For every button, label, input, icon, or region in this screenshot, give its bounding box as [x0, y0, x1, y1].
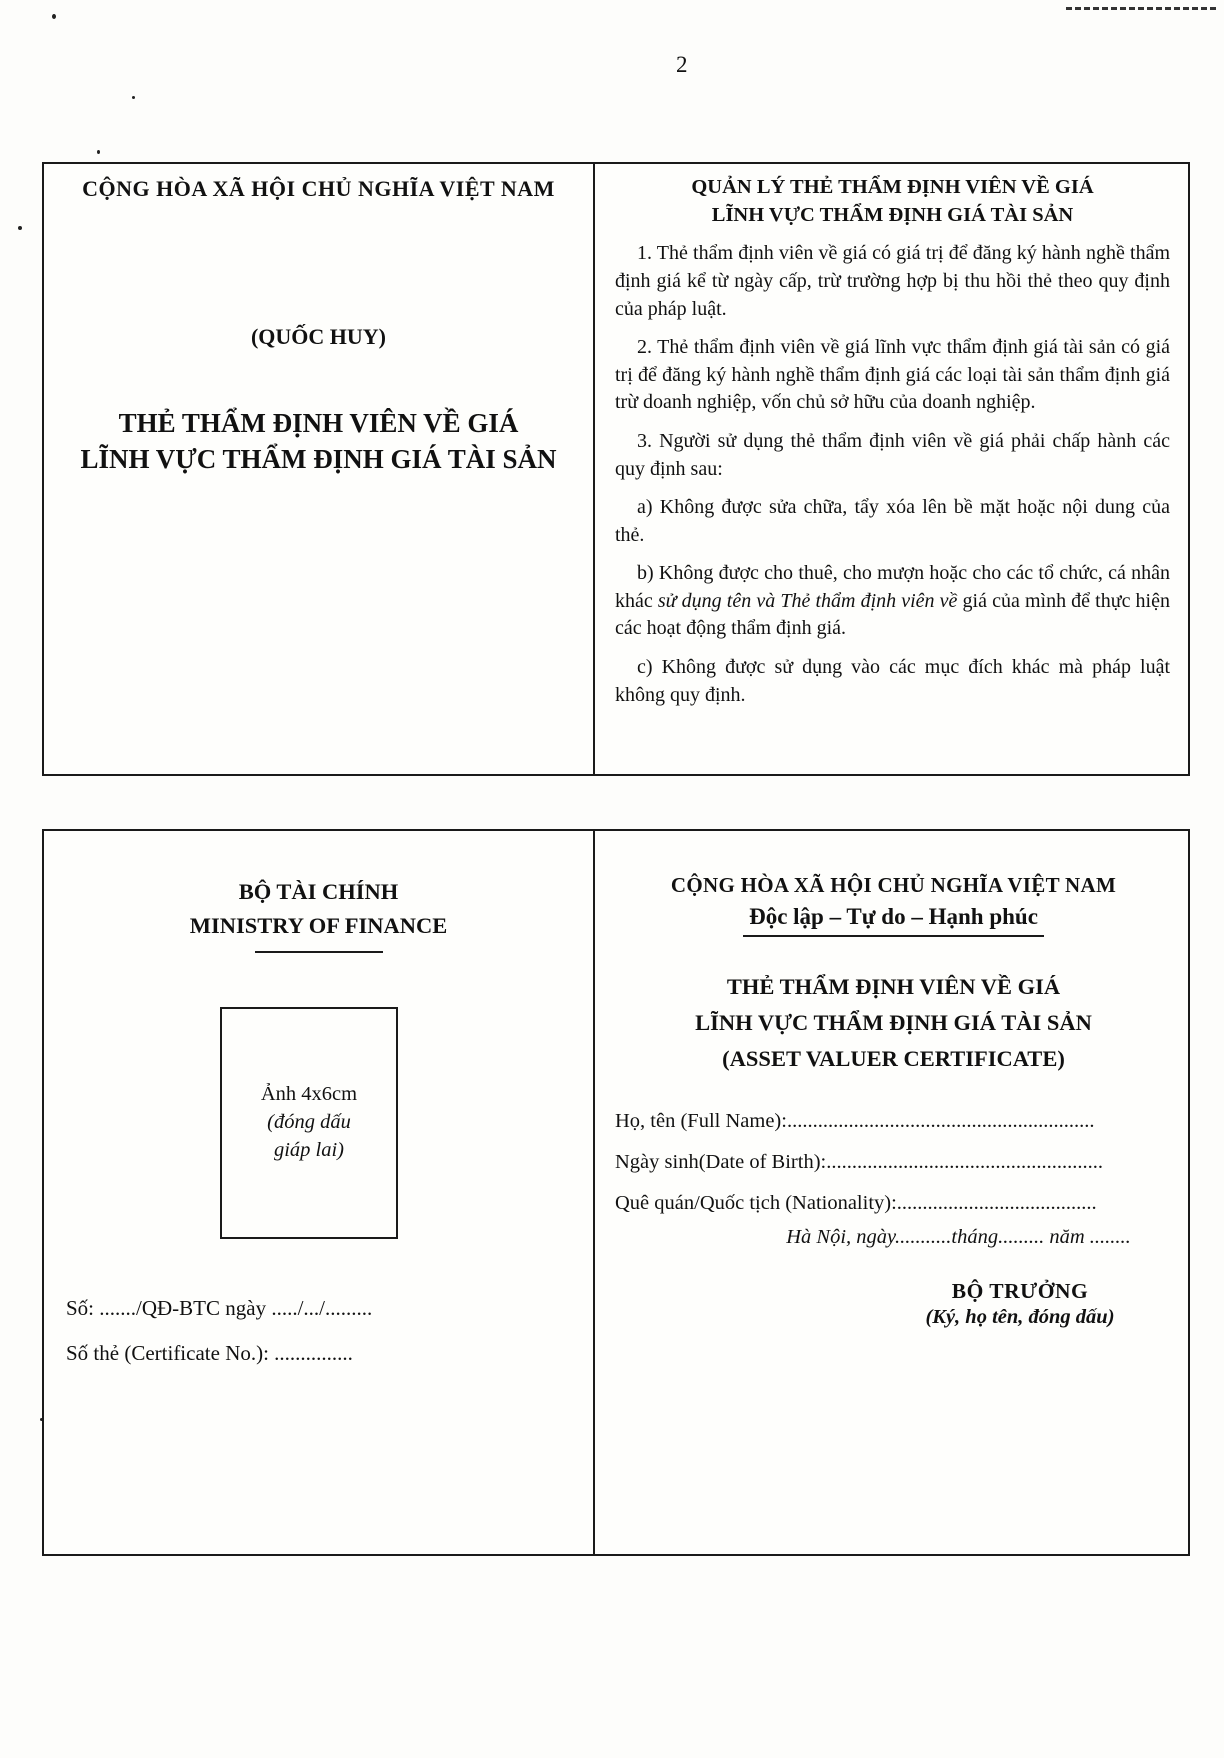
full-name-line: Họ, tên (Full Name):............................................................	[615, 1110, 1095, 1132]
header-rule	[255, 951, 383, 953]
issue-date-line: Hà Nội, ngày...........tháng......... năm ........	[786, 1226, 1131, 1248]
scan-speckle	[132, 96, 135, 99]
rule-item-c: c) Không được sử dụng vào các mục đích khác mà pháp luật không quy định.	[615, 656, 1170, 706]
back-right-cell	[595, 164, 1188, 774]
certificate-back-panel	[42, 162, 1190, 776]
national-emblem-placeholder: (QUỐC HUY)	[250, 324, 387, 349]
front-left-cell	[44, 831, 595, 1554]
country-title-front: CỘNG HÒA XÃ HỘI CHỦ NGHĨA VIỆT NAM	[670, 873, 1117, 897]
management-heading-line1: QUẢN LÝ THẺ THẨM ĐỊNH VIÊN VỀ GIÁ	[691, 176, 1094, 198]
numbers-block	[66, 1286, 566, 1376]
front-title-line2: LĨNH VỰC THẨM ĐỊNH GIÁ TÀI SẢN	[695, 1010, 1092, 1035]
decision-number-line: Số: ......./QĐ-BTC ngày ...../.../.........	[66, 1296, 373, 1320]
national-motto: Độc lập – Tự do – Hạnh phúc	[743, 904, 1044, 937]
scan-speckle	[18, 226, 22, 230]
rule-item-b	[615, 560, 1170, 643]
rule-item-1: 1. Thẻ thẩm định viên về giá có giá trị để đăng ký hành nghề thẩm định giá kể từ ngày cấp, trừ trường hợp bị thu hồi thẻ theo quy định của pháp luật.	[615, 242, 1170, 320]
scan-speckle	[52, 14, 56, 19]
front-title-line1: THẺ THẨM ĐỊNH VIÊN VỀ GIÁ	[726, 974, 1061, 999]
front-title-line3: (ASSET VALUER CERTIFICATE)	[722, 1046, 1065, 1071]
signer-title: BỘ TRƯỞNG	[951, 1279, 1089, 1303]
date-of-birth-line: Ngày sinh(Date of Birth):......................................................	[615, 1151, 1103, 1173]
country-title: CỘNG HÒA XÃ HỘI CHỦ NGHĨA VIỆT NAM	[82, 176, 555, 201]
photo-box	[220, 1007, 398, 1239]
holder-info-form	[615, 1101, 1172, 1224]
scan-artifact-dashes	[1066, 7, 1216, 10]
certificate-title	[44, 406, 593, 477]
rule-item-b-italic-text: sử dụng tên và Thẻ thẩm định viên về	[657, 589, 958, 612]
ministry-name-vi: BỘ TÀI CHÍNH	[238, 879, 399, 904]
signer-instruction: (Ký, họ tên, đóng dấu)	[925, 1306, 1115, 1328]
certificate-number-line: Số thẻ (Certificate No.): ...............	[66, 1341, 353, 1366]
management-heading	[615, 174, 1170, 229]
certificate-title-line2: LĨNH VỰC THẨM ĐỊNH GIÁ TÀI SẢN	[80, 443, 557, 474]
certificate-front-panel	[42, 829, 1190, 1556]
ministry-name-en: MINISTRY OF FINANCE	[189, 912, 448, 938]
scan-speckle	[97, 150, 100, 154]
front-right-cell	[595, 831, 1188, 1554]
certificate-title-line1: THẺ THẨM ĐỊNH VIÊN VỀ GIÁ	[118, 408, 519, 438]
management-heading-line2: LĨNH VỰC THẨM ĐỊNH GIÁ TÀI SẢN	[711, 203, 1074, 226]
rule-item-b-text-end: giá của mình để thực hiện các hoạt động thẩm định giá.	[615, 589, 1170, 640]
rule-item-3: 3. Người sử dụng thẻ thẩm định viên về giá phải chấp hành các quy định sau:	[615, 429, 1170, 480]
signature-block	[870, 1279, 1170, 1329]
ministry-header	[44, 875, 593, 953]
rule-item-2: 2. Thẻ thẩm định viên về giá lĩnh vực thẩm định giá tài sản có giá trị để đăng ký hành nghề thẩm định giá các loại tài sản thẩm định giá trừ doanh nghiệp, vốn chủ sở hữu của doanh nghiệp.	[615, 336, 1170, 414]
nationality-line: Quê quán/Quốc tịch (Nationality):.......................................	[615, 1192, 1097, 1214]
rule-item-a: a) Không được sửa chữa, tẩy xóa lên bề mặt hoặc nội dung của thẻ.	[615, 496, 1170, 546]
front-certificate-title	[615, 969, 1172, 1077]
photo-instruction-stamp-line2: giáp lai)	[273, 1138, 345, 1161]
back-left-cell	[44, 164, 595, 774]
rule-item-b-text: b) Không được cho thuê, cho mượn hoặc cho các tổ chức, cá nhân khác	[615, 562, 1170, 612]
photo-instruction-stamp-line1: (đóng dấu	[267, 1111, 351, 1134]
page-number: 2	[676, 52, 688, 77]
photo-instruction-size: Ảnh 4x6cm	[260, 1083, 358, 1106]
